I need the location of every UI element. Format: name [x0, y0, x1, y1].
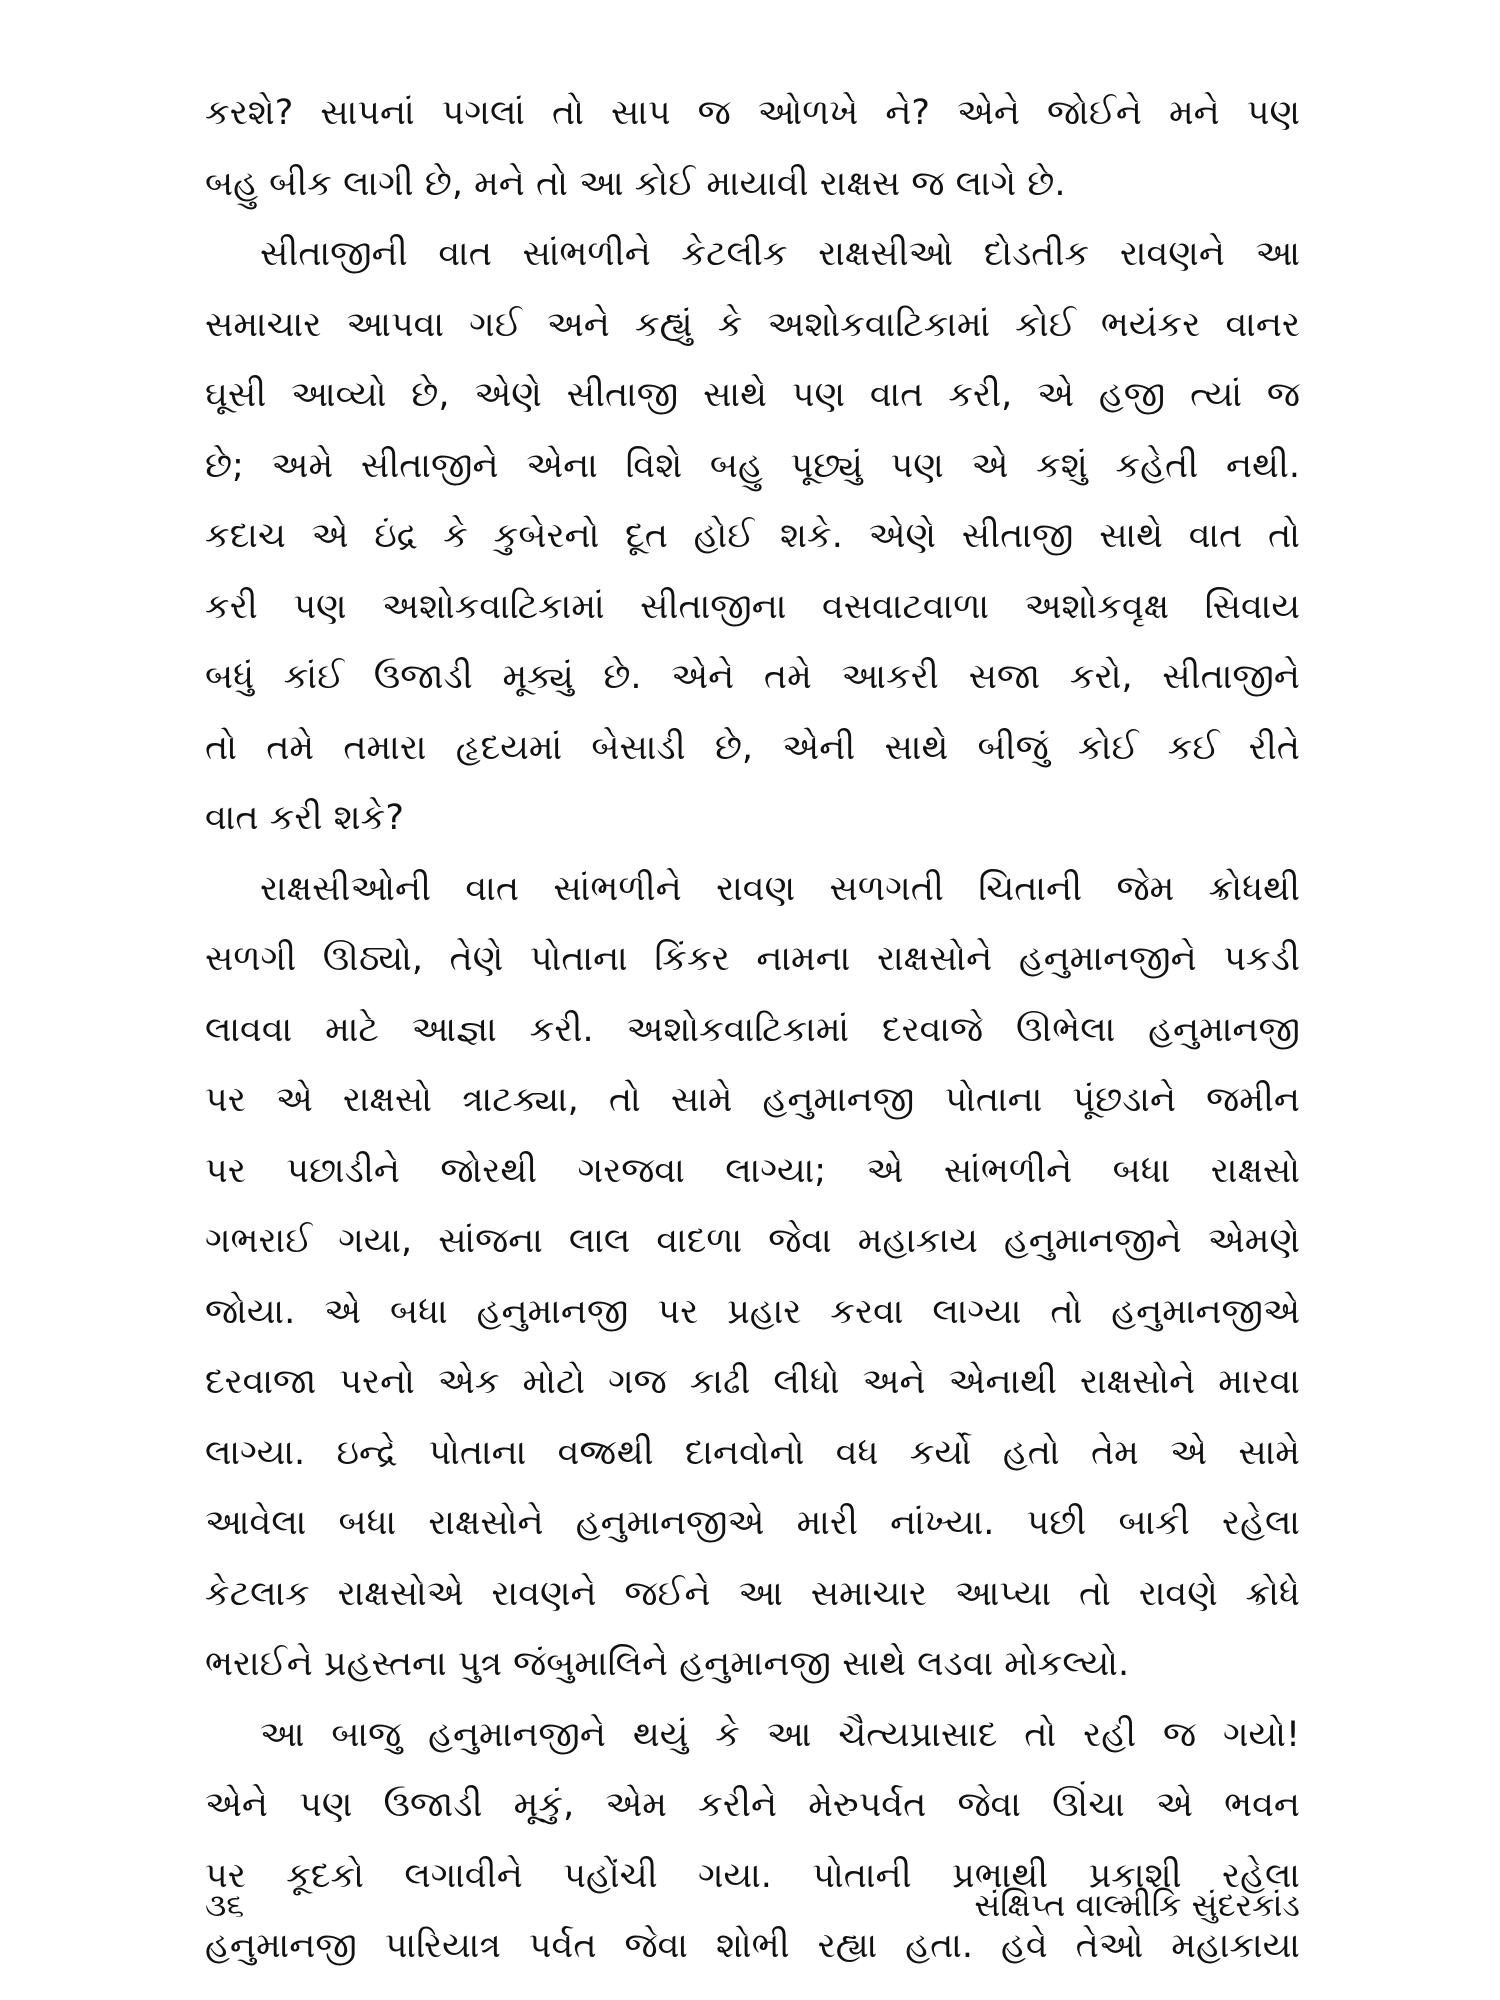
text-line: લાવવા માટે આજ્ઞા કરી. અશોકવાટિકામાં દરવાજે ઊભેલા હનુમાનજી: [205, 1009, 1300, 1050]
text-line: બહુ બીક લાગી છે, મને તો આ કોઈ માયાવી રાક્ષસ જ લાગે છે.: [205, 163, 1066, 204]
page-footer: [205, 1880, 1300, 1930]
text-line: હનુમાનજી પારિયાત્ર પર્વત જેવા શોભી રહ્યા હતા. હવે તેઓ મહાકાયા: [205, 1926, 1300, 1966]
text-line: આ બાજુ હનુમાનજીને થયું કે આ ચૈત્યપ્રાસાદ તો રહી જ ગયો!: [260, 1714, 1300, 1755]
text-line: કેટલાક રાક્ષસોએ રાવણને જઈને આ સમાચાર આપ્યા તો રાવણે ક્રોધે: [205, 1573, 1300, 1614]
page-number: ૩૬: [205, 1886, 245, 1924]
text-line: ભરાઈને પ્રહસ્તના પુત્ર જંબુમાલિને હનુમાનજી સાથે લડવા મોકલ્યો.: [205, 1644, 1130, 1684]
text-line: કદાચ એ ઇંદ્ર કે કુબેરનો દૂત હોઈ શકે. એણે સીતાજી સાથે વાત તો: [205, 516, 1300, 556]
book-title: સંક્ષિપ્ત વાલ્મીકિ સુંદરકાંડ: [974, 1886, 1300, 1924]
text-line: બધું કાંઈ ઉજાડી મૂક્યું છે. એને તમે આકરી સજા કરો, સીતાજીને: [205, 657, 1300, 697]
text-line: જોયા. એ બધા હનુમાનજી પર પ્રહાર કરવા લાગ્યા તો હનુમાનજીએ: [205, 1291, 1300, 1332]
text-line: પર કૂદકો લગાવીને પહોંચી ગયા. પોતાની પ્રભાથી પ્રકાશી રહેલા: [205, 1855, 1300, 1896]
text-line: સળગી ઊઠ્યો, તેણે પોતાના કિંકર નામના રાક્ષસોને હનુમાનજીને પકડી: [205, 939, 1300, 979]
text-line: વાત કરી શકે?: [205, 798, 404, 838]
text-line: પર એ રાક્ષસો ત્રાટક્યા, તો સામે હનુમાનજી પોતાના પૂંછડાને જમીન: [205, 1080, 1300, 1120]
text-line: તો તમે તમારા હૃદયમાં બેસાડી છે, એની સાથે બીજું કોઈ કઈ રીતે: [205, 727, 1300, 768]
text-line: કરશે? સાપનાં પગલાં તો સાપ જ ઓળખે ને? એને જોઈને મને પણ: [205, 93, 1300, 133]
text-line: ગભરાઈ ગયા, સાંજના લાલ વાદળા જેવા મહાકાય હનુમાનજીને એમણે: [205, 1221, 1300, 1261]
text-line: છે; અમે સીતાજીને એના વિશે બહુ પૂછ્યું પણ એ કશું કહેતી નથી.: [205, 445, 1300, 486]
text-line: સમાચાર આપવા ગઈ અને કહ્યું કે અશોકવાટિકામાં કોઈ ભયંકર વાનર: [205, 304, 1300, 345]
text-line: આવેલા બધા રાક્ષસોને હનુમાનજીએ મારી નાંખ્યા. પછી બાકી રહેલા: [205, 1503, 1300, 1543]
text-line: ઘૂસી આવ્યો છે, એણે સીતાજી સાથે પણ વાત કરી, એ હજી ત્યાં જ: [205, 375, 1300, 415]
text-line: સીતાજીની વાત સાંભળીને કેટલીક રાક્ષસીઓ દોડતીક રાવણને આ: [260, 234, 1300, 274]
text-line: કરી પણ અશોકવાટિકામાં સીતાજીના વસવાટવાળા અશોકવૃક્ષ સિવાય: [205, 586, 1300, 627]
text-line: પર પછાડીને જોરથી ગરજવા લાગ્યા; એ સાંભળીને બધા રાક્ષસો: [205, 1150, 1300, 1191]
body-text: [205, 78, 1300, 1982]
text-line: લાગ્યા. ઇન્દ્રે પોતાના વજ્રથી દાનવોનો વધ કર્યો હતો તેમ એ સામે: [205, 1432, 1300, 1473]
text-line: રાક્ષસીઓની વાત સાંભળીને રાવણ સળગતી ચિતાની જેમ ક્રોધથી: [260, 868, 1300, 909]
text-line: દરવાજા પરનો એક મોટો ગજ કાઢી લીધો અને એનાથી રાક્ષસોને મારવા: [205, 1362, 1300, 1402]
text-line: એને પણ ઉજાડી મૂકું, એમ કરીને મેરુપર્વત જેવા ઊંચા એ ભવન: [205, 1785, 1300, 1825]
